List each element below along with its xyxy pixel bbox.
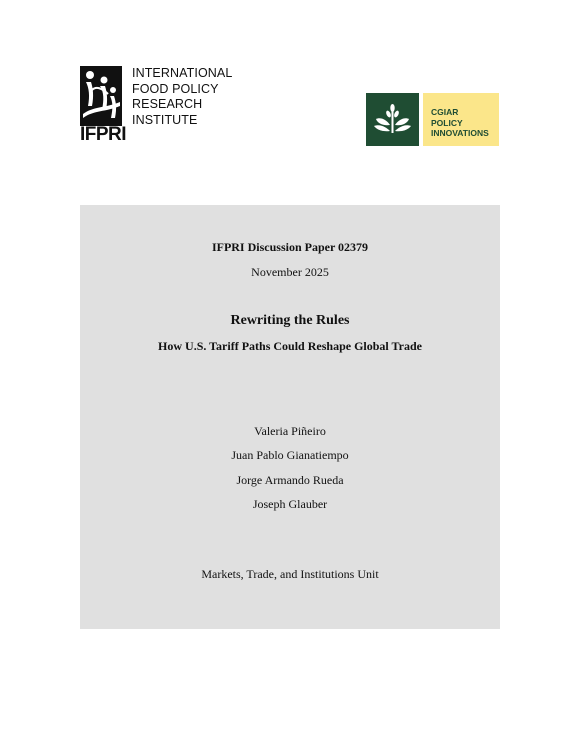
cgiar-text-line: CGIAR (431, 107, 459, 117)
publication-date: November 2025 (251, 265, 329, 279)
research-unit: Markets, Trade, and Institutions Unit (201, 567, 379, 581)
paper-title: Rewriting the Rules (230, 313, 350, 328)
ifpri-logo (80, 66, 250, 148)
cgiar-text-panel (423, 93, 499, 146)
cgiar-logo (366, 93, 499, 146)
author-name: Valeria Piñeiro (254, 424, 326, 438)
ifpri-name-line: RESEARCH (132, 97, 203, 111)
ifpri-emblem-icon (80, 66, 122, 126)
ifpri-name-line: FOOD POLICY (132, 81, 219, 96)
author-name: Jorge Armando Rueda (236, 473, 344, 487)
cgiar-wheat-icon (366, 93, 419, 146)
ifpri-acronym: IFPRI (80, 124, 127, 145)
cgiar-wordmark (431, 107, 489, 139)
cgiar-emblem (366, 93, 419, 146)
ifpri-full-name (132, 66, 232, 128)
author-name: Joseph Glauber (252, 497, 328, 511)
cgiar-text-line: POLICY (431, 117, 463, 128)
author-name: Juan Pablo Gianatiempo (231, 448, 349, 462)
ifpri-name-line: INSTITUTE (132, 112, 198, 127)
paper-series-number: IFPRI Discussion Paper 02379 (211, 240, 369, 254)
cover-title-panel (80, 205, 500, 629)
cgiar-text-line: INNOVATIONS (431, 128, 489, 138)
paper-subtitle: How U.S. Tariff Paths Could Reshape Global Trade (158, 339, 422, 353)
ifpri-name-line: INTERNATIONAL (132, 66, 233, 80)
